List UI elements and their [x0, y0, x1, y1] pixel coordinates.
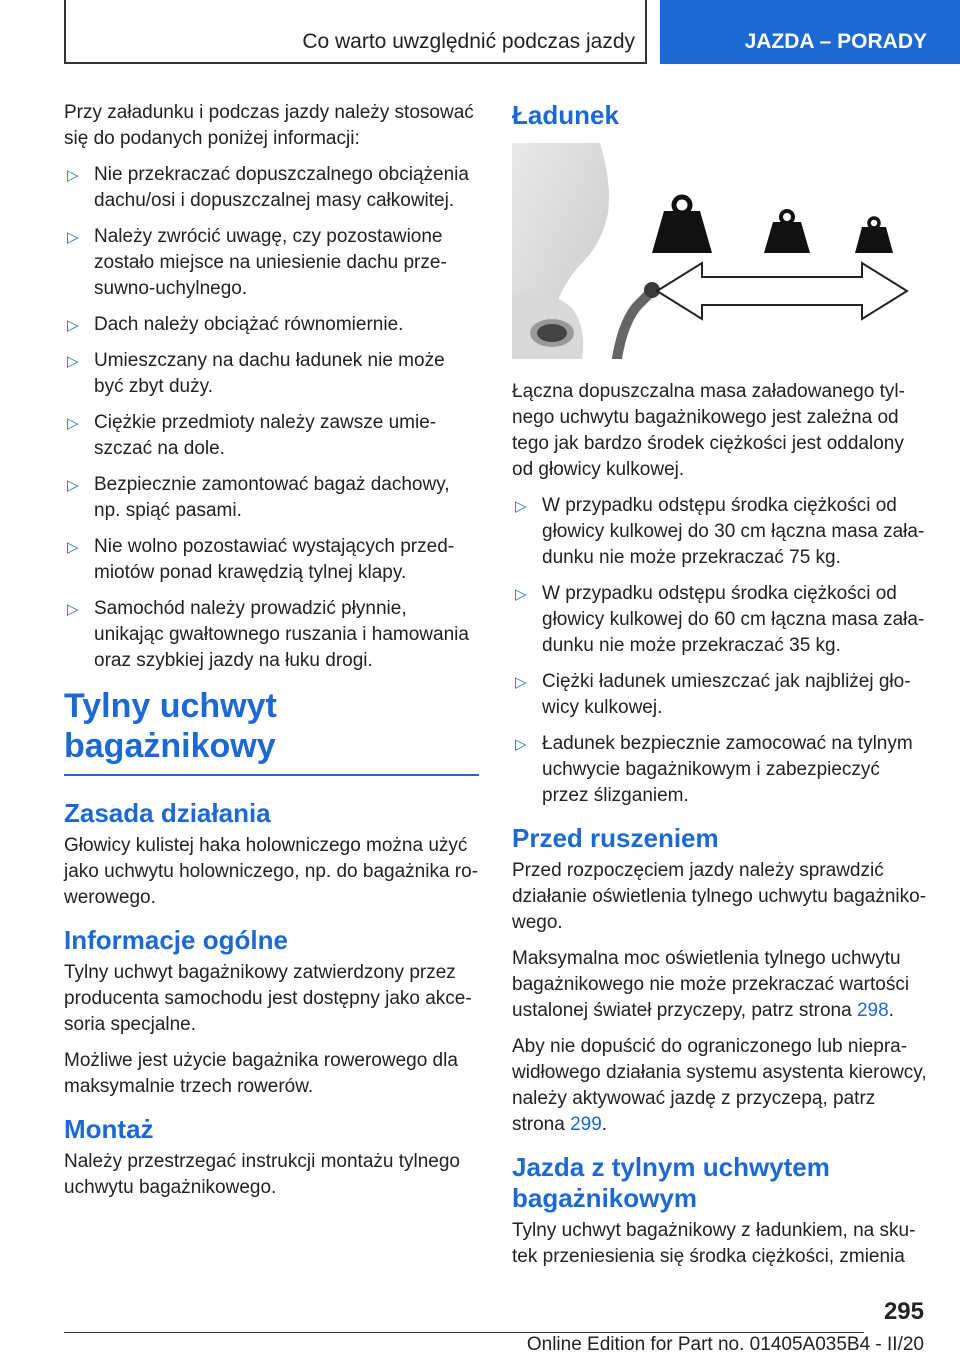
general-paragraph-2: Możliwe jest użycie bagażnika rowerowego dla maksymalnie trzech rowerów.	[64, 1050, 458, 1097]
triangle-bullet-icon: ▷	[67, 539, 79, 556]
page-number: 295	[883, 1298, 924, 1325]
exhaust-opening-shape	[537, 324, 567, 342]
loading-rules-list	[64, 162, 479, 674]
section-label: JAZDA – PORADY	[744, 30, 927, 53]
list-item: ▷ Ciężkie przedmioty należy zawsze umieszczać na dole.	[67, 412, 437, 459]
header-rule	[66, 62, 646, 64]
list-item: ▷ Bezpiecznie zamontować bagaż dachowy, np. spiąć pasami.	[67, 474, 450, 521]
section-heading-principle: Zasada działania	[64, 798, 271, 828]
intro-paragraph: Przy załadunku i podczas jazdy należy stosować się do podanych poniżej informacji:	[64, 102, 474, 149]
section-heading-before-driving: Przed ruszeniem	[512, 823, 719, 853]
section-heading-driving: Jazda z tylnym uchwytem bagażnikowym	[512, 1152, 830, 1213]
triangle-bullet-icon: ▷	[67, 477, 79, 494]
list-item: ▷ Umieszczany na dachu ładunek nie może być zbyt duży.	[67, 350, 445, 397]
header-mid-border	[645, 0, 647, 64]
triangle-bullet-icon: ▷	[67, 317, 79, 334]
load-paragraph: Łączna dopuszczalna masa załadowanego tylnego uchwytu bagażnikowego jest zależna od tego jak bardzo środek ciężkości jest oddalony od głowicy kulkowej.	[512, 381, 905, 480]
page-link-298[interactable]: 298	[856, 1000, 889, 1021]
list-item: ▷ W przypadku odstępu środka ciężkości od głowicy kulkowej do 60 cm łączna masa załadunku nie może przekraczać 35 kg.	[515, 583, 925, 656]
list-item: ▷ W przypadku odstępu środka ciężkości od głowicy kulkowej do 30 cm łączna masa załadunku nie może przekraczać 75 kg.	[515, 495, 925, 568]
list-item: ▷ Dach należy obciążać równomiernie.	[64, 312, 479, 338]
list-item: ▷ Nie przekraczać dopuszczalnego obciążenia dachu/osi i dopuszczalnej masy całkowitej.	[67, 164, 469, 211]
main-heading: Tylny uchwyt bagażnikowy	[64, 686, 479, 776]
list-item: ▷ Należy zwrócić uwagę, czy pozostawione zostało miejsce na uniesienie dachu przesuwno-uchylnego.	[67, 226, 447, 299]
section-heading-mounting: Montaż	[64, 1114, 154, 1144]
footer-rule	[64, 1332, 864, 1333]
list-item: ▷ Nie wolno pozostawiać wystających przedmiotów ponad krawędzią tylnej klapy.	[67, 536, 455, 583]
general-paragraph-1: Tylny uchwyt bagażnikowy zatwierdzony przez producenta samochodu jest dostępny jako akcesoria specjalne.	[64, 962, 472, 1035]
load-limits-list	[512, 493, 927, 809]
triangle-bullet-icon: ▷	[515, 498, 527, 515]
edition-text: Online Edition for Part no. 01405A035B4 - II/20	[526, 1334, 924, 1355]
right-column	[512, 100, 927, 1280]
triangle-bullet-icon: ▷	[67, 167, 79, 184]
mounting-paragraph: Należy przestrzegać instrukcji montażu tylnego uchwytu bagażnikowego.	[64, 1151, 461, 1198]
driving-paragraph: Tylny uchwyt bagażnikowy z ładunkiem, na skutek przeniesienia się środka ciężkości, zmienia	[512, 1220, 916, 1267]
before-paragraph-1: Przed rozpoczęciem jazdy należy sprawdzić działanie oświetlenia tylnego uchwytu bagażnikowego.	[512, 860, 927, 933]
page-link-299[interactable]: 299	[570, 1114, 602, 1135]
section-tab	[660, 0, 960, 64]
list-item: ▷ Samochód należy prowadzić płynnie, unikając gwałtownego ruszania i hamowania oraz szybkiej jazdy na łuku drogi.	[67, 598, 469, 671]
section-heading-general: Informacje ogólne	[64, 925, 288, 955]
principle-paragraph: Głowicy kulistej haka holowniczego można użyć jako uchwytu holowniczego, np. do bagażnika rowerowego.	[64, 835, 479, 908]
before-paragraph-3: Aby nie dopuścić do ograniczonego lub nieprawidłowego działania systemu asystenta kierowcy, należy aktywować jazdę z przyczepą, patrz strona 299.	[512, 1036, 927, 1135]
triangle-bullet-icon: ▷	[67, 229, 79, 246]
list-item: ▷ Ładunek bezpiecznie zamocować na tylnym uchwycie bagażnikowym i zabezpieczyć przez ślizganiem.	[515, 733, 913, 806]
chapter-title: Co warto uwzględnić podczas jazdy	[302, 30, 635, 53]
load-distance-illustration	[512, 143, 924, 359]
triangle-bullet-icon: ▷	[67, 601, 79, 618]
triangle-bullet-icon: ▷	[515, 674, 527, 691]
triangle-bullet-icon: ▷	[515, 736, 527, 753]
triangle-bullet-icon: ▷	[515, 586, 527, 603]
before-paragraph-2: Maksymalna moc oświetlenia tylnego uchwytu bagażnikowego nie może przekraczać wartości ustalonej świateł przyczepy, patrz strona 298.	[512, 948, 910, 1021]
header-left-border	[64, 0, 66, 64]
triangle-bullet-icon: ▷	[67, 353, 79, 370]
section-heading-load: Ładunek	[512, 100, 619, 130]
triangle-bullet-icon: ▷	[67, 415, 79, 432]
list-item: ▷ Ciężki ładunek umieszczać jak najbliżej głowicy kulkowej.	[515, 671, 911, 718]
left-column	[64, 100, 479, 1211]
